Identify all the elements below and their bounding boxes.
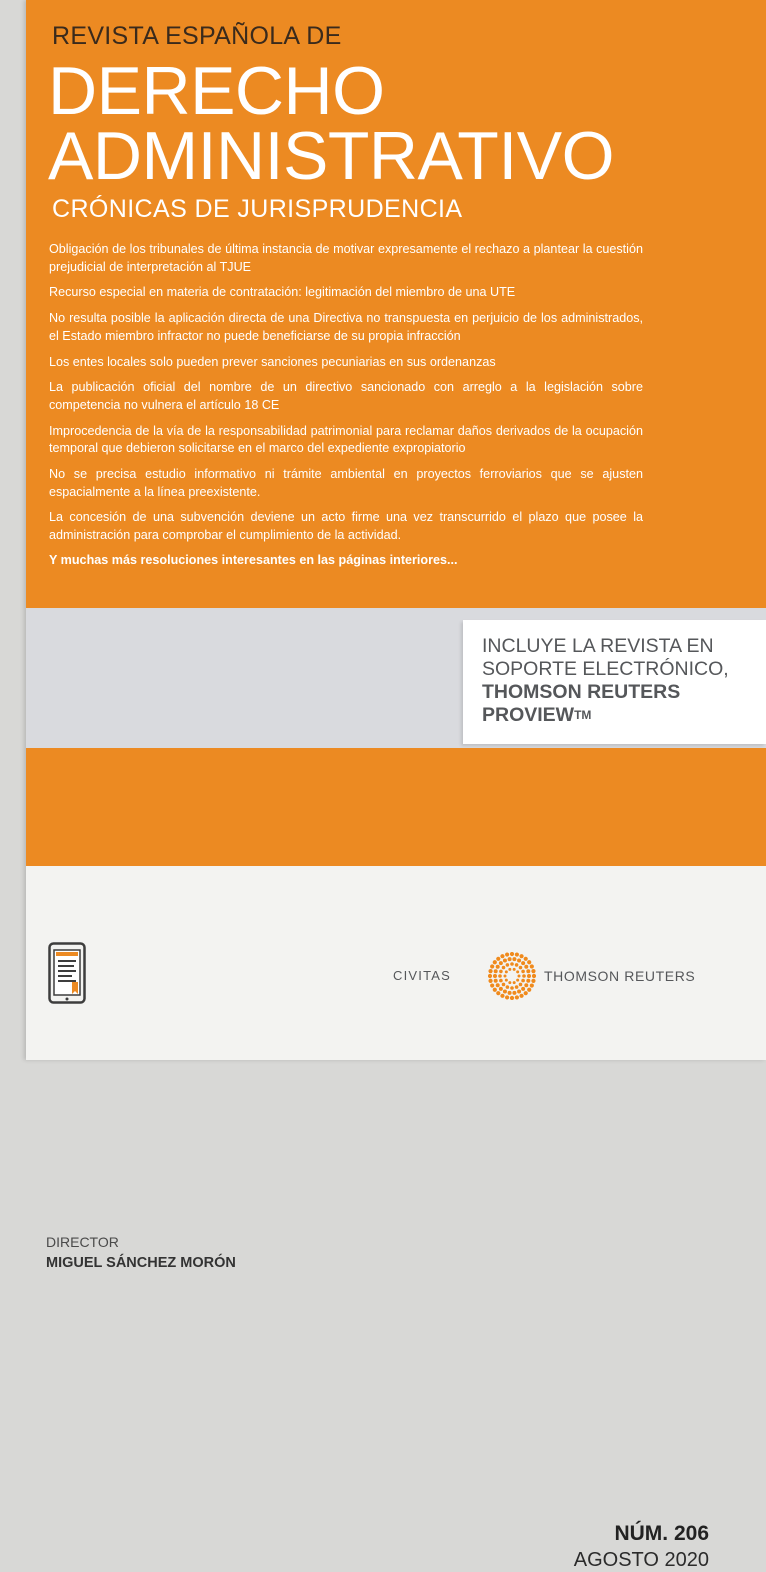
main-title-line1: DERECHO [48, 53, 385, 129]
proview-promo-box [463, 620, 766, 744]
contents-item: No se precisa estudio informativo ni trámite ambiental en proyectos ferroviarios que se ajusten espacialmente a la línea preexistente. [49, 467, 643, 499]
trademark-mark: TM [574, 708, 592, 722]
contents-item: Improcedencia de la vía de la responsabilidad patrimonial para reclamar daños derivados de la ocupación temporal que debieron solicitarse en el marco del expediente expropiatorio [49, 423, 643, 456]
contents-item: Obligación de los tribunales de última instancia de motivar expresamente el rechazo a plantear la cuestión prejudicial de interpretación al TJUE [49, 242, 643, 274]
publisher-civitas: CIVITAS [393, 968, 452, 983]
contents-item: Los entes locales solo pueden prever sanciones pecuniarias en sus ordenanzas [49, 354, 496, 369]
thomson-reuters-logo [488, 952, 536, 1000]
ebook-icon [48, 942, 86, 1004]
director-label: DIRECTOR [46, 1234, 119, 1250]
promo-product: PROVIEW [482, 704, 575, 726]
contents-item: La publicación oficial del nombre de un directivo sancionado con arreglo a la legislación sobre competencia no vulnera el artículo 18 CE [49, 380, 643, 412]
promo-product-line [482, 704, 766, 727]
contents-list [49, 241, 643, 553]
main-title-line2: ADMINISTRATIVO [48, 118, 614, 194]
promo-brand-line: THOMSON REUTERS [482, 681, 681, 703]
contents-item: Recurso especial en materia de contratación: legitimación del miembro de una UTE [49, 285, 516, 300]
contents-item: La concesión de una subvención deviene un acto firme una vez transcurrido el plazo que posee la administración para comprobar el cumplimiento de la actividad. [49, 510, 643, 543]
more-note: Y muchas más resoluciones interesantes en las páginas interiores... [49, 553, 458, 567]
promo-line: INCLUYE LA REVISTA EN [482, 635, 714, 657]
issue-number: NÚM. 206 [614, 1522, 709, 1545]
director-name: MIGUEL SÁNCHEZ MORÓN [46, 1255, 236, 1271]
promo-line: SOPORTE ELECTRÓNICO, [482, 658, 729, 680]
issue-date: AGOSTO 2020 [573, 1549, 709, 1571]
magazine-cover [26, 0, 766, 1571]
orange-top-panel [26, 0, 766, 608]
series-title: REVISTA ESPAÑOLA DE [52, 22, 342, 50]
contents-item: No resulta posible la aplicación directa de una Directiva no transpuesta en perjuicio de los administrados, el Estado miembro infractor no puede beneficiarse de su propia infracción [49, 311, 643, 343]
brand-thomson-reuters: THOMSON REUTERS [544, 968, 696, 984]
subtitle: CRÓNICAS DE JURISPRUDENCIA [52, 195, 463, 223]
